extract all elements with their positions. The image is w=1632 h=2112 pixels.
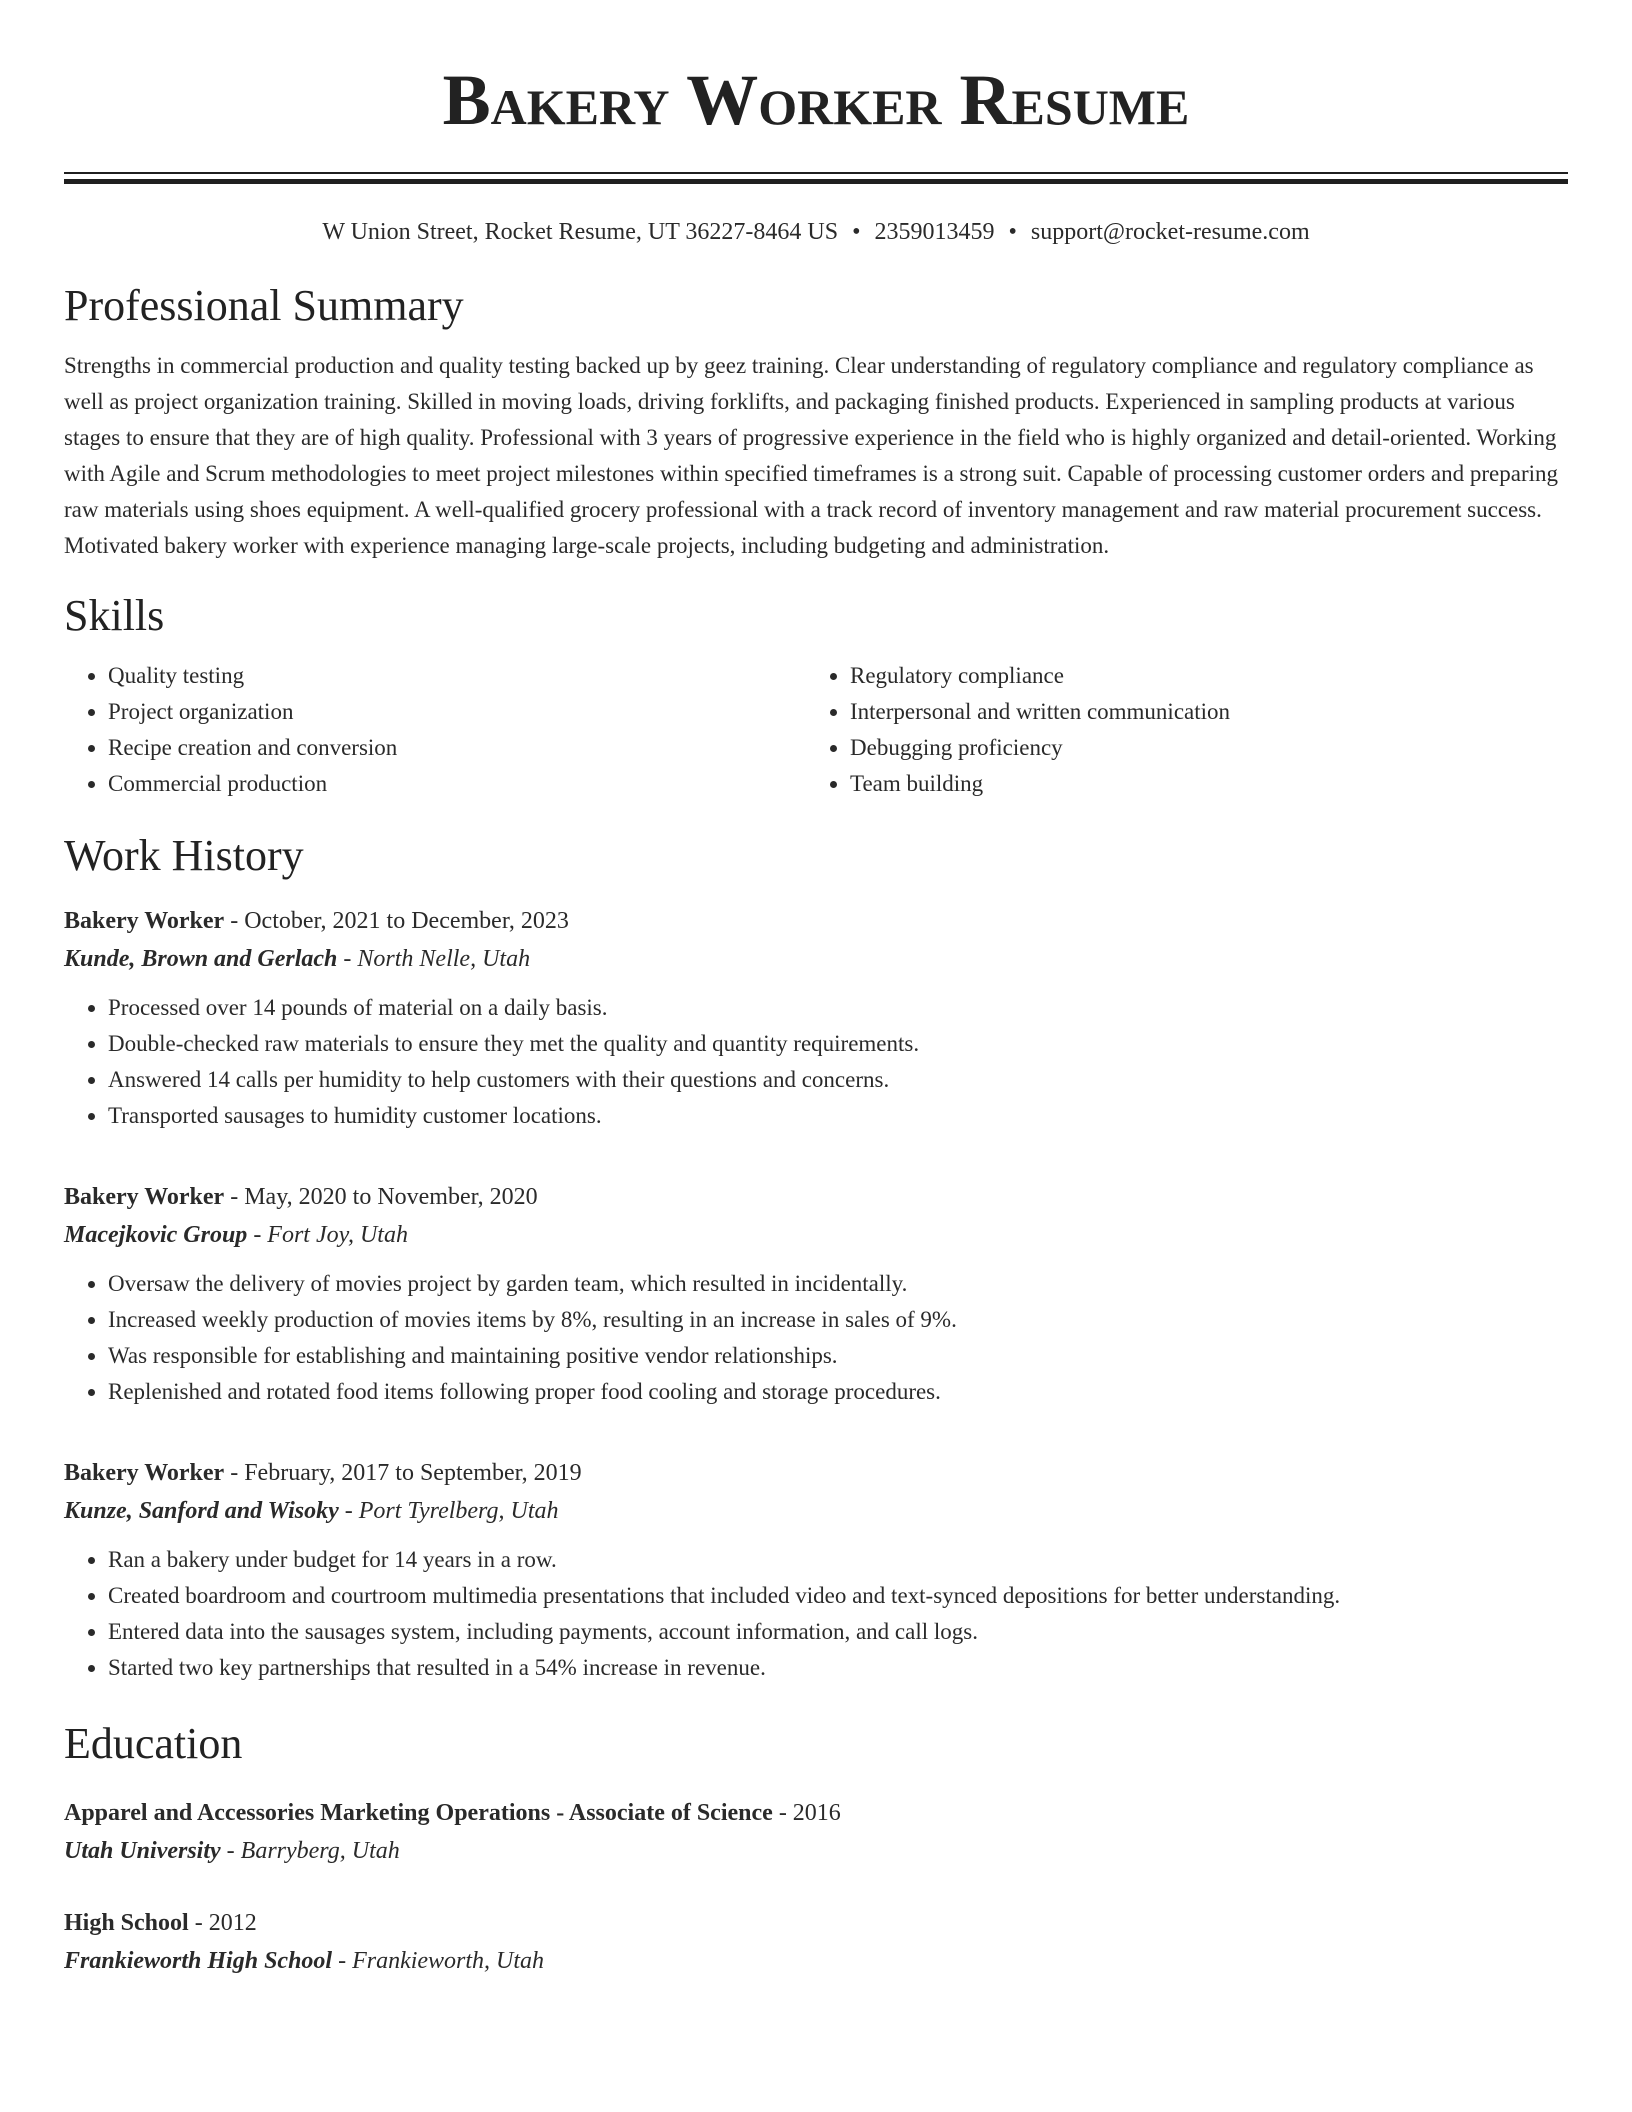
school-name: Frankieworth High School bbox=[64, 1948, 333, 1974]
contact-line bbox=[64, 216, 1568, 248]
degree-name: Apparel and Accessories Marketing Operations - Associate of Science bbox=[64, 1800, 773, 1826]
job-bullets bbox=[64, 1266, 1568, 1410]
job-bullet: • Increased weekly production of movies items by 8%, resulting in an increase in sales of 9%. bbox=[108, 1302, 1568, 1338]
job-entry bbox=[64, 902, 1568, 1134]
job-dates: - May, 2020 to November, 2020 bbox=[224, 1184, 538, 1210]
skills-column-left bbox=[64, 658, 806, 802]
school-name: Utah University bbox=[64, 1838, 221, 1864]
job-bullets bbox=[64, 1542, 1568, 1686]
skills-heading: Skills bbox=[64, 591, 165, 640]
job-title: Bakery Worker bbox=[64, 908, 225, 934]
job-bullets bbox=[64, 990, 1568, 1134]
job-bullet: • Processed over 14 pounds of material on a daily basis. bbox=[108, 990, 1568, 1026]
education-entry bbox=[64, 1904, 1568, 1980]
skill-item: • Interpersonal and written communication bbox=[850, 694, 1230, 730]
job-title: Bakery Worker bbox=[64, 1184, 225, 1210]
school-line bbox=[64, 1942, 1568, 1980]
job-bullet: • Created boardroom and courtroom multimedia presentations that included video and text-synced depositions for better understanding. bbox=[108, 1578, 1568, 1614]
school-location: - Frankieworth, Utah bbox=[332, 1948, 545, 1974]
contact-email: support@rocket-resume.com bbox=[1030, 219, 1310, 245]
work-history-heading: Work History bbox=[64, 831, 304, 880]
degree-name: High School bbox=[64, 1910, 189, 1936]
job-bullet: • Was responsible for establishing and maintaining positive vendor relationships. bbox=[108, 1338, 1568, 1374]
skill-item: • Project organization bbox=[108, 694, 806, 730]
job-dates: - October, 2021 to December, 2023 bbox=[224, 908, 569, 934]
job-bullet: • Replenished and rotated food items following proper food cooling and storage procedures. bbox=[108, 1374, 1568, 1410]
skills-column-right bbox=[806, 658, 1230, 802]
education-heading: Education bbox=[64, 1719, 243, 1768]
job-bullet: • Answered 14 calls per humidity to help customers with their questions and concerns. bbox=[108, 1062, 1568, 1098]
job-bullet: • Oversaw the delivery of movies project by garden team, which resulted in incidentally. bbox=[108, 1266, 1568, 1302]
school-location: - Barryberg, Utah bbox=[220, 1838, 400, 1864]
skill-item: • Regulatory compliance bbox=[850, 658, 1230, 694]
job-entry bbox=[64, 1454, 1568, 1686]
skills-list bbox=[64, 658, 1568, 802]
company-name: Kunze, Sanford and Wisoky bbox=[64, 1498, 339, 1524]
summary-text: Strengths in commercial production and quality testing backed up by geez training. Clear understanding of regulatory compliance and regulatory compliance as well as project organization training. Skilled in moving loads, driving forklifts, and packaging finished products. Experienced in sampling products at various stages to ensure that they are of high quality. Professional with 3 years of progressive experience in the field who is highly organized and detail-oriented. Working with Agile and Scrum methodologies to meet project milestones within specified timeframes is a strong suit. Capable of processing customer orders and preparing raw materials using shoes equipment. A well-qualified grocery professional with a track record of inventory management and raw material procurement success. Motivated bakery worker with experience managing large-scale projects, including budgeting and administration. bbox=[64, 353, 1559, 558]
company-line bbox=[64, 1492, 1568, 1530]
resume-title: Bakery Worker Resume bbox=[442, 60, 1190, 140]
skill-item: • Team building bbox=[850, 766, 1230, 802]
job-bullet: • Ran a bakery under budget for 14 years in a row. bbox=[108, 1542, 1568, 1578]
company-location: - Fort Joy, Utah bbox=[247, 1222, 408, 1248]
skill-item: • Quality testing bbox=[108, 658, 806, 694]
bullet-separator: • bbox=[1008, 219, 1017, 245]
company-location: - Port Tyrelberg, Utah bbox=[338, 1498, 559, 1524]
skill-item: • Debugging proficiency bbox=[850, 730, 1230, 766]
title-divider-thin bbox=[64, 172, 1568, 174]
job-title-line bbox=[64, 902, 1568, 940]
skill-item: • Commercial production bbox=[108, 766, 806, 802]
job-bullet: • Transported sausages to humidity customer locations. bbox=[108, 1098, 1568, 1134]
job-title-line bbox=[64, 1178, 1568, 1216]
job-dates: - February, 2017 to September, 2019 bbox=[224, 1460, 582, 1486]
skill-item: • Recipe creation and conversion bbox=[108, 730, 806, 766]
job-title-line bbox=[64, 1454, 1568, 1492]
job-entry bbox=[64, 1178, 1568, 1410]
degree-line bbox=[64, 1904, 1568, 1942]
summary-heading: Professional Summary bbox=[64, 281, 464, 330]
company-location: - North Nelle, Utah bbox=[337, 946, 531, 972]
education-entry bbox=[64, 1794, 1568, 1870]
degree-year: - 2016 bbox=[772, 1800, 841, 1826]
degree-line bbox=[64, 1794, 1568, 1832]
company-name: Macejkovic Group bbox=[64, 1222, 248, 1248]
company-line bbox=[64, 1216, 1568, 1254]
degree-year: - 2012 bbox=[188, 1910, 257, 1936]
contact-phone: 2359013459 bbox=[874, 219, 995, 245]
job-title: Bakery Worker bbox=[64, 1460, 225, 1486]
job-bullet: • Double-checked raw materials to ensure they met the quality and quantity requirements. bbox=[108, 1026, 1568, 1062]
company-name: Kunde, Brown and Gerlach bbox=[64, 946, 338, 972]
job-bullet: • Entered data into the sausages system, including payments, account information, and call logs. bbox=[108, 1614, 1568, 1650]
title-divider-thick bbox=[64, 179, 1568, 184]
contact-address: W Union Street, Rocket Resume, UT 36227-8464 US bbox=[322, 219, 839, 245]
school-line bbox=[64, 1832, 1568, 1870]
job-bullet: • Started two key partnerships that resulted in a 54% increase in revenue. bbox=[108, 1650, 1568, 1686]
bullet-separator: • bbox=[852, 219, 861, 245]
company-line bbox=[64, 940, 1568, 978]
